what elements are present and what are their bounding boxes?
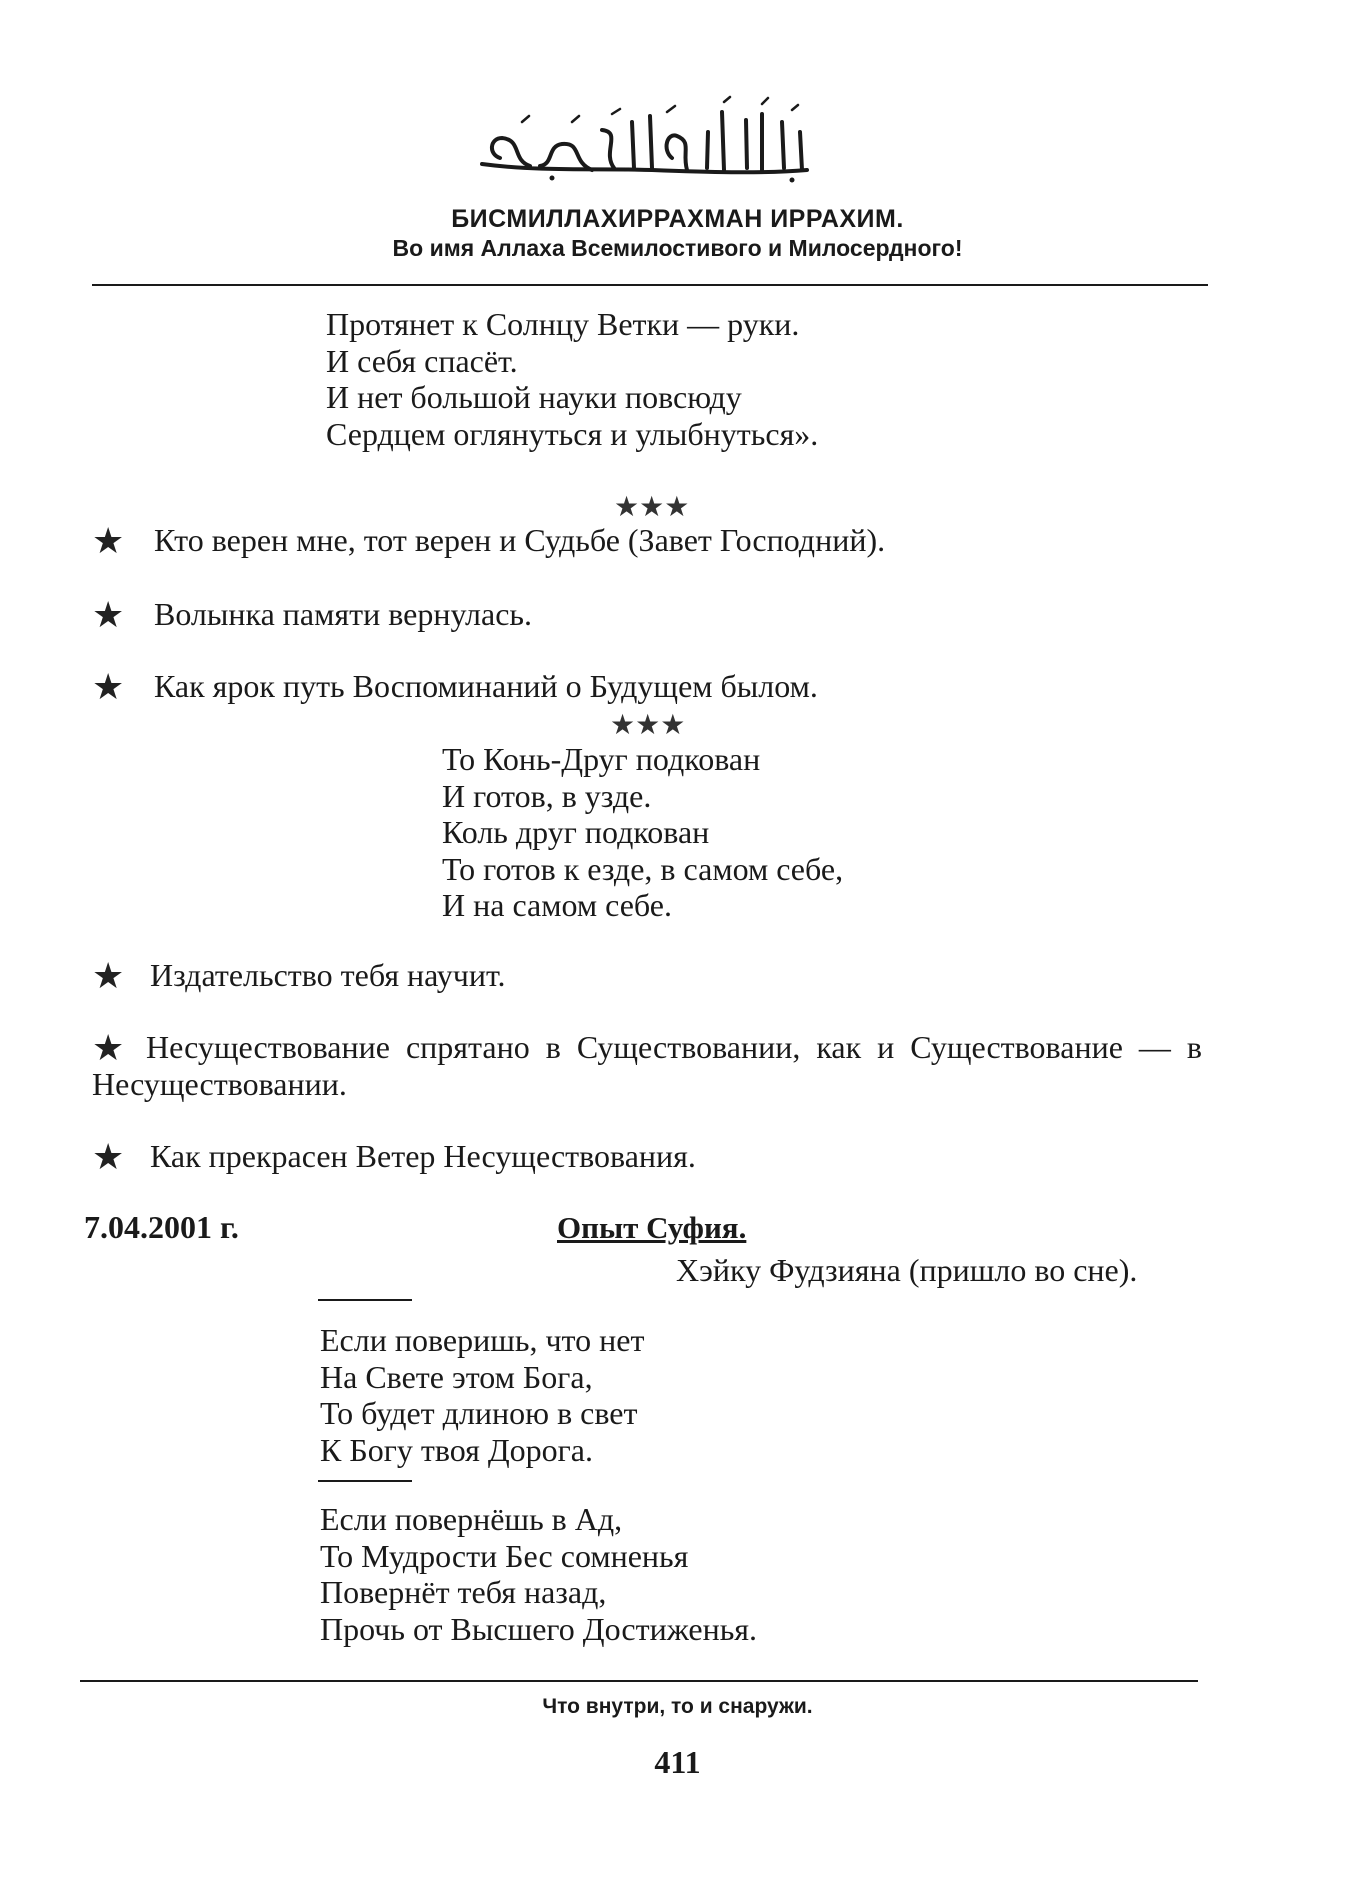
verse-line: Если повернёшь в Ад, [320, 1501, 623, 1537]
saying-item [92, 957, 506, 994]
saying-text: Как ярок путь Воспоминаний о Будущем былом. [154, 668, 818, 704]
bismillah-calligraphy [462, 92, 822, 184]
verse-line: То будет длиною в свет [320, 1395, 638, 1431]
saying-text: Несуществование спрятано в Существовании, как и Существование — в Несуществовании. [92, 1029, 1202, 1102]
verse-line: К Богу твоя Дорога. [320, 1431, 593, 1468]
saying-item [92, 596, 532, 633]
footer-divider [80, 1680, 1198, 1682]
star-bullet-icon: ★ [92, 1137, 125, 1177]
section-separator: ★★★ [614, 492, 690, 523]
verse-line: Повернёт тебя назад, [320, 1574, 607, 1610]
saying-text: Как прекрасен Ветер Несуществования. [150, 1138, 696, 1174]
saying-item [92, 1029, 1202, 1102]
star-bullet-icon: ★ [92, 667, 125, 707]
verse-line: И на самом себе. [442, 887, 672, 923]
verse-block-2 [442, 741, 843, 924]
section-separator: ★★★ [610, 710, 686, 741]
saying-item [92, 668, 818, 705]
entry-title: Опыт Суфия. [557, 1210, 747, 1245]
verse-block-1 [326, 306, 818, 452]
verse-line: То Конь-Друг подкован [442, 741, 761, 777]
haiku-divider [318, 1299, 412, 1301]
saying-item [92, 1138, 696, 1175]
verse-line: Сердцем оглянуться и улыбнуться». [326, 415, 819, 452]
header-translation: Во имя Аллаха Всемилостивого и Милосердного! [392, 235, 963, 261]
page-number: 411 [654, 1744, 701, 1780]
haiku-block-2 [320, 1501, 757, 1647]
saying-text: Кто верен мне, тот верен и Судьбе (Завет Господний). [154, 522, 886, 558]
header-transliteration: БИСМИЛЛАХИРРАХМАН ИРРАХИМ. [451, 205, 904, 233]
verse-line: Протянет к Солнцу Ветки — руки. [326, 306, 800, 342]
verse-line: То готов к езде, в самом себе, [442, 850, 844, 887]
star-bullet-icon: ★ [92, 595, 125, 635]
verse-line: Коль друг подкован [442, 814, 710, 850]
entry-date: 7.04.2001 г. [84, 1209, 239, 1245]
entry-subtitle: Хэйку Фудзияна (пришло во сне). [676, 1252, 1138, 1288]
verse-line: И готов, в узде. [442, 777, 652, 814]
saying-item [92, 522, 885, 559]
star-bullet-icon: ★ [92, 521, 125, 561]
haiku-block-1 [320, 1322, 644, 1468]
star-bullet-icon: ★ [92, 956, 125, 996]
verse-line: Если поверишь, что нет [320, 1322, 645, 1358]
saying-text: Издательство тебя научит. [150, 957, 506, 993]
verse-line: На Свете этом Бога, [320, 1358, 593, 1395]
verse-line: Прочь от Высшего Достиженья. [320, 1610, 758, 1647]
star-bullet-icon: ★ [92, 1028, 125, 1068]
verse-line: И себя спасёт. [326, 342, 518, 379]
haiku-divider [318, 1480, 412, 1482]
saying-text: Волынка памяти вернулась. [154, 596, 532, 632]
footer-motto: Что внутри, то и снаружи. [542, 1695, 813, 1718]
verse-line: И нет большой науки повсюду [326, 379, 742, 415]
verse-line: То Мудрости Бес сомненья [320, 1537, 689, 1574]
header-divider [92, 284, 1208, 286]
